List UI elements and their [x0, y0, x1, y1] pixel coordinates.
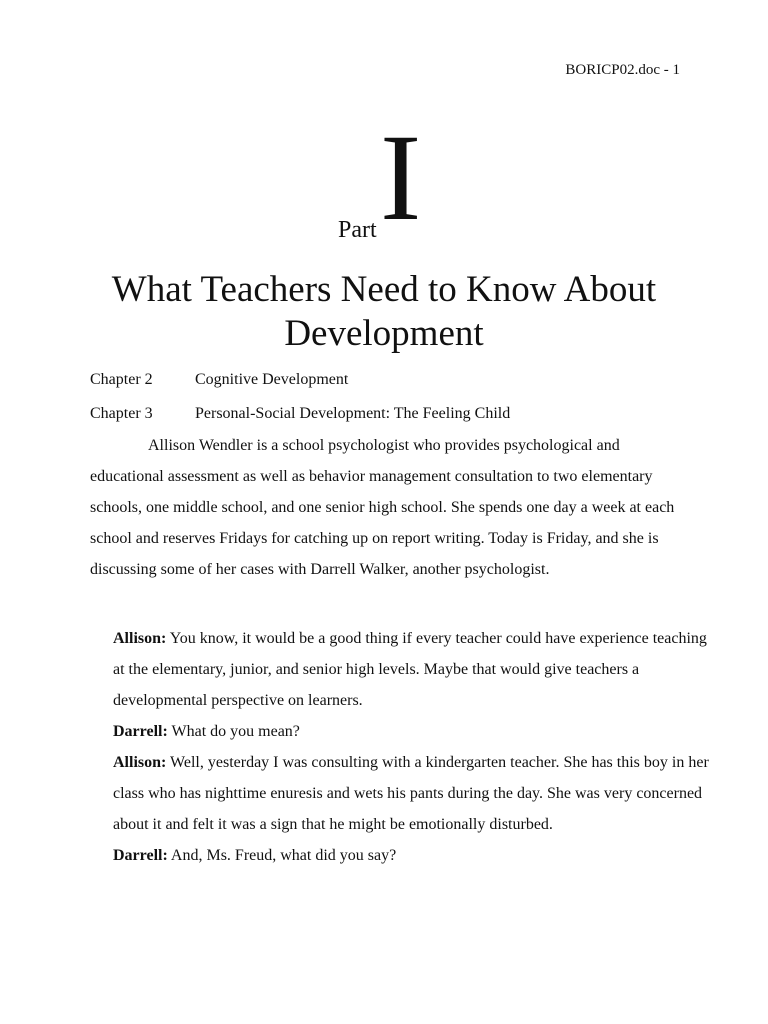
- part-title: What Teachers Need to Know About Development: [111, 269, 657, 354]
- dialogue-line: [113, 623, 713, 716]
- chapter-entry: [90, 403, 710, 425]
- dialogue-text: You know, it would be a good thing if every teacher could have experience teaching at the elementary, junior, and senior high levels. Maybe that would give teachers a developmental perspective on learners.: [113, 630, 707, 709]
- chapter-entry: [90, 369, 710, 391]
- part-heading: [0, 109, 768, 246]
- document-header: BORICP02.doc - 1: [565, 62, 680, 78]
- intro-paragraph: Allison Wendler is a school psychologist who provides psychological and educational assessment as well as behavior management consultation to two elementary schools, one middle school, and one senior high school. She spends one day a week at each school and reserves Fridays for catching up on report writing. Today is Friday, and she is discussing some of her cases with Darrell Walker, another psychologist.: [90, 437, 675, 578]
- chapter-title: Personal-Social Development: The Feeling Child: [195, 405, 511, 422]
- dialogue-text: Well, yesterday I was consulting with a kindergarten teacher. She has this boy in her class who has nighttime enuresis and wets his pants during the day. She was very concerned about it and felt it was a sign that he might be emotionally disturbed.: [113, 754, 709, 833]
- speaker-name: Allison:: [113, 630, 167, 647]
- chapter-number: Chapter 2: [90, 371, 153, 388]
- speaker-name: Darrell:: [113, 723, 168, 740]
- part-word: Part: [338, 217, 377, 243]
- speaker-name: Darrell:: [113, 847, 168, 864]
- dialogue: [113, 623, 713, 871]
- dialogue-text: And, Ms. Freud, what did you say?: [167, 847, 397, 864]
- chapter-title: Cognitive Development: [195, 371, 349, 388]
- part-numeral: I: [380, 109, 422, 246]
- dialogue-line: [113, 716, 713, 747]
- dialogue-line: [113, 840, 713, 871]
- dialogue-line: [113, 747, 713, 840]
- chapter-number: Chapter 3: [90, 405, 153, 422]
- speaker-name: Allison:: [113, 754, 167, 771]
- dialogue-text: What do you mean?: [167, 723, 300, 740]
